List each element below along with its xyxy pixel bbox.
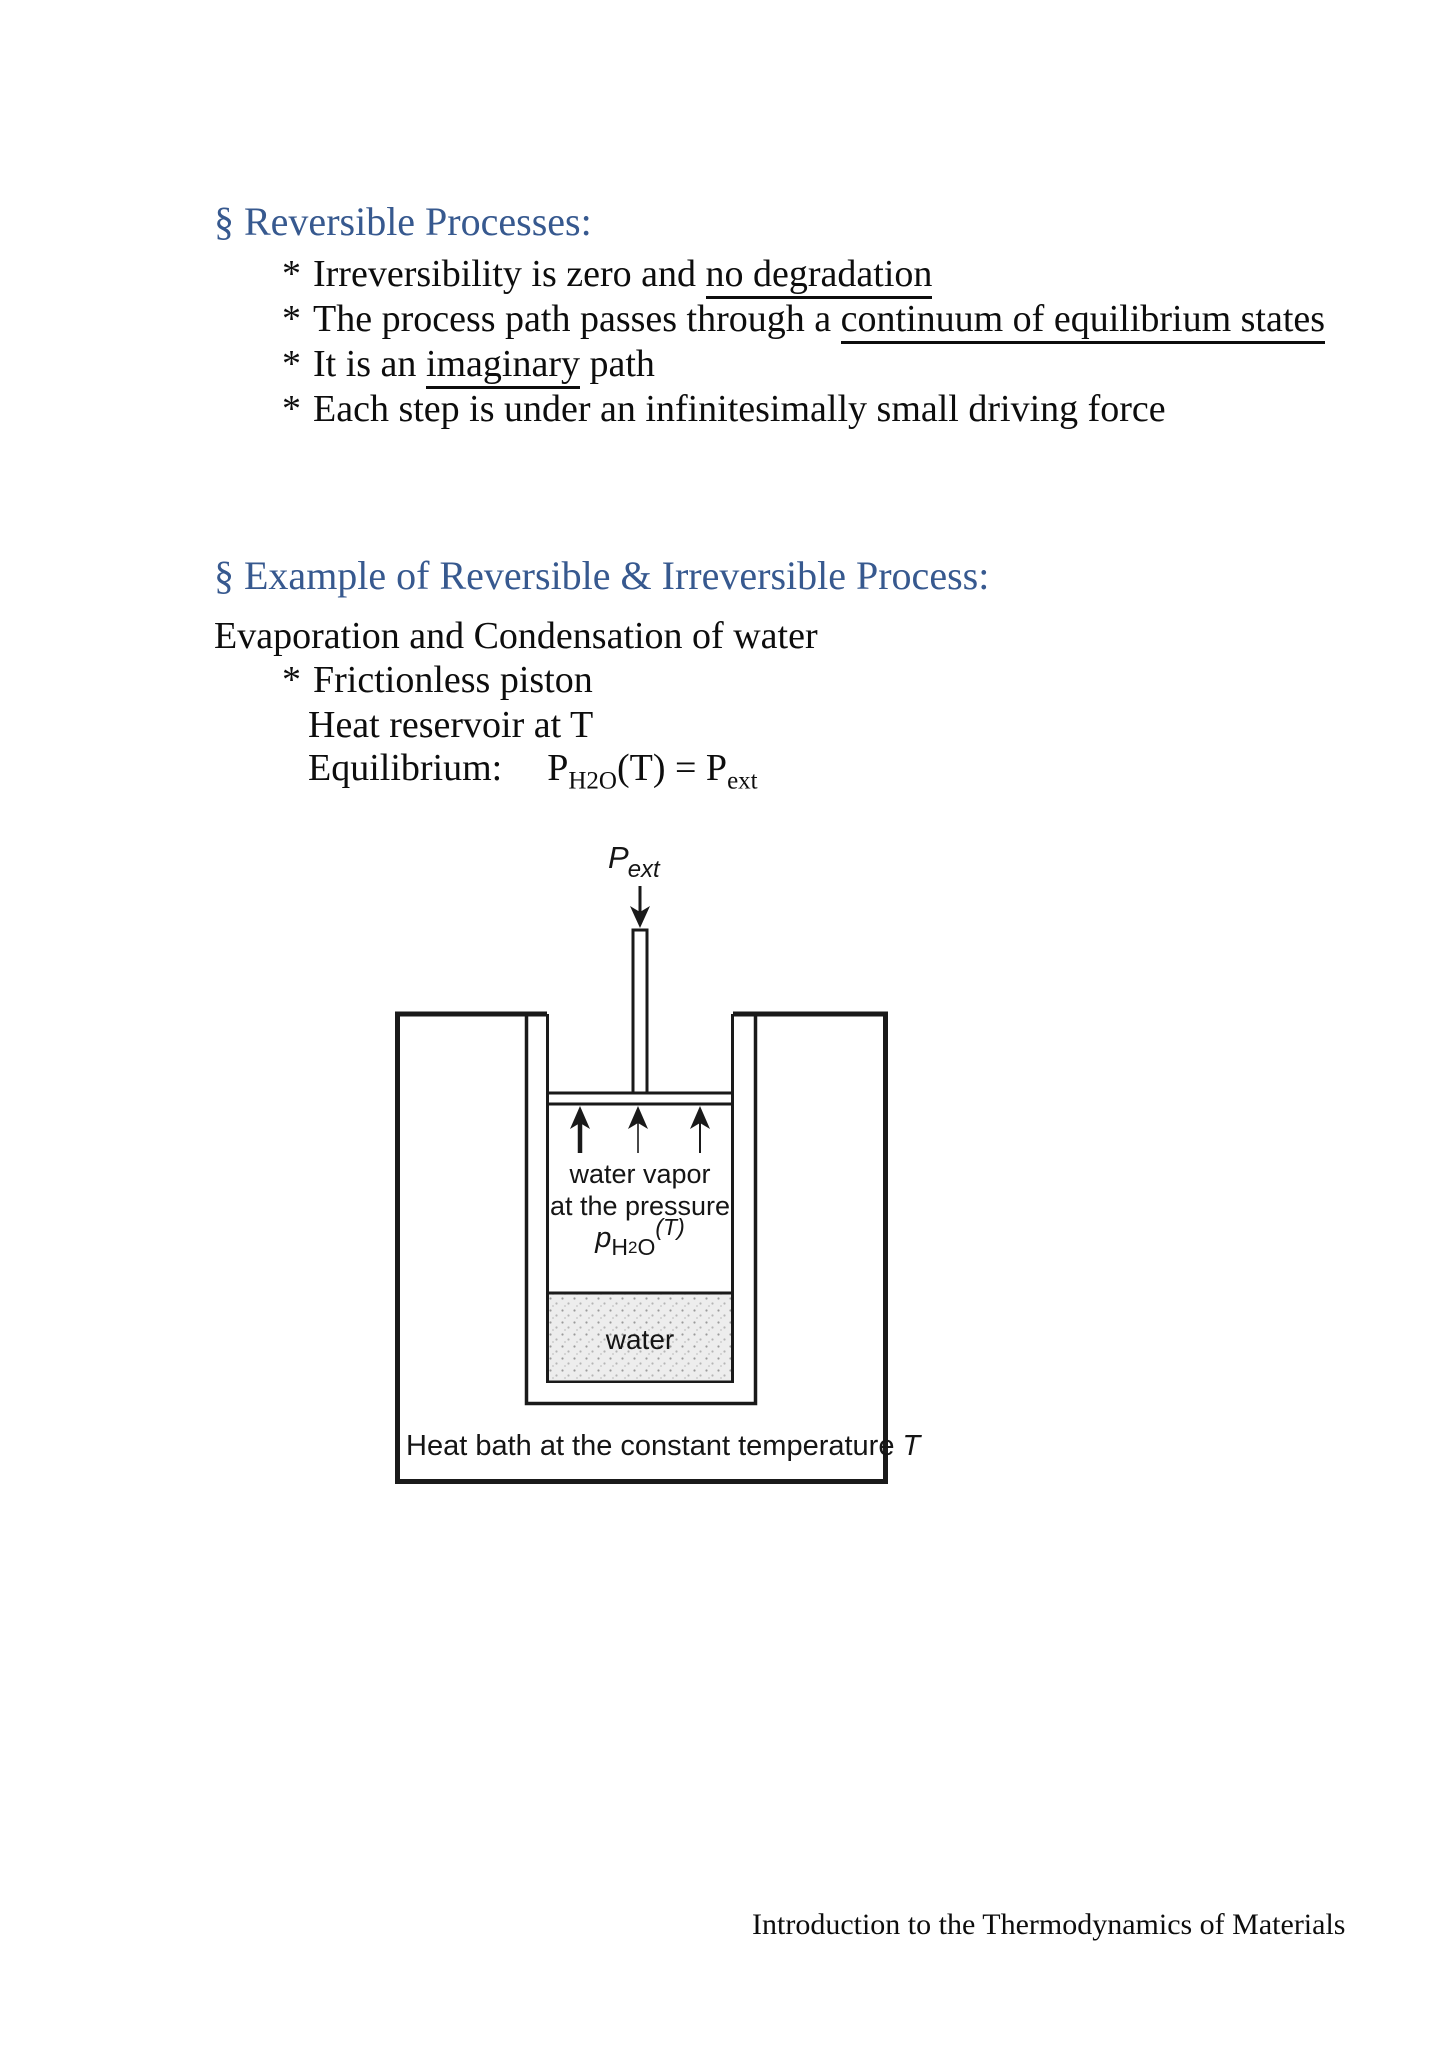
vapor-label-line2: at the pressure: [549, 1191, 731, 1221]
vapor-pressure-formula: $p_{H2O}^{(T)}$: [595, 1214, 685, 1260]
bullet-marker: *: [282, 298, 301, 340]
bullet-marker: *: [282, 253, 301, 295]
reversible-bullet-list: [282, 252, 1325, 432]
underlined-phrase: continuum of equilibrium states: [841, 298, 1325, 344]
bullet-item: * Irreversibility is zero and no degradation: [282, 252, 1325, 297]
bullet-item: * Frictionless piston: [282, 659, 593, 701]
equation-label: Equilibrium:: [308, 747, 503, 789]
footer-title: Introduction to the Thermodynamics of Materials: [752, 1908, 1346, 1941]
piston-rod: [633, 930, 647, 1093]
underlined-phrase: no degradation: [706, 253, 933, 299]
piston-heat-bath-figure: [380, 840, 921, 1505]
bullet-item: * Each step is under an infinitesimally small driving force: [282, 388, 1166, 430]
section-heading-example-process: § Example of Reversible & Irreversible Process:: [214, 553, 990, 598]
intro-line: Evaporation and Condensation of water: [214, 615, 818, 657]
pext-label: $P_{ext}$: [608, 840, 660, 884]
bullet-marker: *: [282, 388, 301, 430]
temperature-symbol: T: [902, 1430, 921, 1462]
vapor-label-line1: water vapor: [569, 1159, 711, 1189]
underlined-phrase: imaginary: [426, 343, 580, 389]
equilibrium-equation: Equilibrium: $P_{H2O}(T) = P_{ext}$: [308, 747, 758, 795]
water-label: water: [605, 1324, 675, 1355]
section-heading-reversible-processes: § Reversible Processes:: [214, 199, 592, 244]
bullet-marker: *: [282, 659, 301, 701]
bullet-marker: *: [282, 343, 301, 385]
heat-bath-label: Heat bath at the constant temperature T: [406, 1430, 921, 1462]
bullet-item: * It is an imaginary path: [282, 342, 1325, 387]
heat-reservoir-line: Heat reservoir at T: [308, 704, 594, 746]
bullet-item: * The process path passes through a continuum of equilibrium states: [282, 297, 1325, 342]
